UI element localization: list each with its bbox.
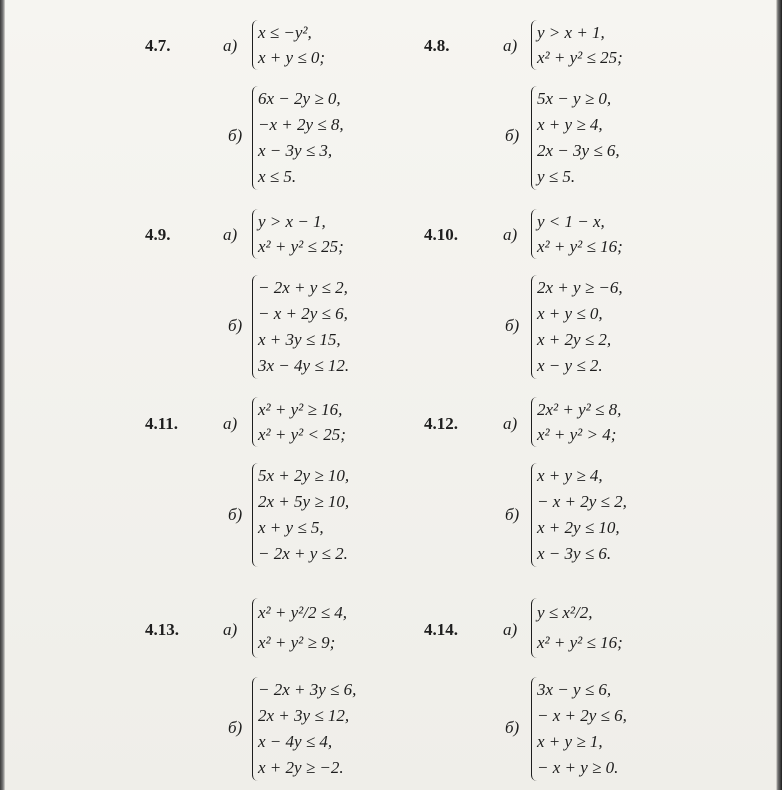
inequality: x + y ≤ 0; — [258, 48, 326, 67]
page-left-edge — [0, 0, 5, 790]
page-right-edge — [776, 0, 782, 790]
system-b — [252, 463, 349, 567]
inequality: x² + y² ≤ 16; — [537, 633, 623, 652]
inequality: − x + 2y ≤ 6, — [258, 304, 348, 323]
inequality: y > x − 1, — [258, 212, 326, 231]
inequality: x ≤ −y², — [258, 23, 312, 42]
part-label-a: а) — [503, 36, 518, 55]
inequality: 3x − y ≤ 6, — [537, 680, 612, 699]
inequality: x − 3y ≤ 3, — [258, 141, 333, 160]
inequality: 2x + 3y ≤ 12, — [258, 706, 350, 725]
part-label-a: а) — [223, 225, 238, 244]
inequality: x + 2y ≤ 10, — [537, 518, 620, 537]
inequality: −x + 2y ≤ 8, — [258, 115, 344, 134]
inequality: x² + y² ≤ 16; — [537, 237, 623, 256]
inequality: 6x − 2y ≥ 0, — [258, 89, 341, 108]
inequality: x² + y² ≤ 25; — [537, 48, 623, 67]
part-label-b: б) — [228, 718, 243, 737]
system-a — [252, 209, 344, 259]
problem-number: 4.11. — [145, 414, 179, 433]
inequality: x + 3y ≤ 15, — [258, 330, 341, 349]
system-a — [531, 397, 621, 447]
problem-number: 4.10. — [424, 225, 458, 244]
inequality: x + y ≤ 5, — [258, 518, 324, 537]
system-a — [252, 20, 325, 70]
problem-number: 4.12. — [424, 414, 458, 433]
part-label-a: а) — [503, 620, 518, 639]
inequality: x² + y² ≤ 25; — [258, 237, 344, 256]
inequality: x + y ≥ 4, — [537, 466, 603, 485]
system-b — [531, 677, 627, 781]
inequality: x + y ≤ 0, — [537, 304, 603, 323]
part-label-a: а) — [503, 414, 518, 433]
inequality: x² + y² ≥ 9; — [258, 633, 336, 652]
system-b — [531, 86, 620, 190]
part-label-a: а) — [223, 36, 238, 55]
part-label-b: б) — [505, 505, 520, 524]
system-b — [252, 677, 356, 781]
inequality: y > x + 1, — [537, 23, 605, 42]
problem-number: 4.8. — [424, 36, 450, 55]
inequality: x − 4y ≤ 4, — [258, 732, 333, 751]
inequality: x + 2y ≤ 2, — [537, 330, 612, 349]
problem-number: 4.13. — [145, 620, 179, 639]
part-label-b: б) — [228, 126, 243, 145]
system-b — [252, 86, 344, 190]
system-a — [252, 598, 347, 658]
problem-number: 4.7. — [145, 36, 171, 55]
inequality: y ≤ 5. — [537, 167, 576, 186]
inequality: x² + y² < 25; — [258, 425, 346, 444]
system-a — [531, 209, 623, 259]
part-label-b: б) — [505, 316, 520, 335]
inequality: x² + y²/2 ≤ 4, — [258, 603, 348, 622]
inequality: − x + 2y ≤ 2, — [537, 492, 627, 511]
inequality: 2x² + y² ≤ 8, — [537, 400, 622, 419]
inequality: − 2x + 3y ≤ 6, — [258, 680, 357, 699]
inequality: x ≤ 5. — [258, 167, 297, 186]
inequality: x² + y² ≥ 16, — [258, 400, 343, 419]
part-label-b: б) — [228, 505, 243, 524]
inequality: x + y ≥ 4, — [537, 115, 603, 134]
inequality: 3x − 4y ≤ 12. — [258, 356, 350, 375]
system-a — [531, 598, 623, 658]
problem-number: 4.14. — [424, 620, 458, 639]
system-b — [531, 275, 623, 379]
part-label-a: а) — [503, 225, 518, 244]
inequality: 5x − y ≥ 0, — [537, 89, 612, 108]
inequality: y ≤ x²/2, — [537, 603, 593, 622]
system-b — [531, 463, 627, 567]
inequality: − x + 2y ≤ 6, — [537, 706, 627, 725]
inequality: 2x − 3y ≤ 6, — [537, 141, 620, 160]
inequality: x + 2y ≥ −2. — [258, 758, 344, 777]
part-label-a: а) — [223, 414, 238, 433]
inequality: 2x + y ≥ −6, — [537, 278, 623, 297]
inequality: − 2x + y ≤ 2, — [258, 278, 348, 297]
inequality: x + y ≥ 1, — [537, 732, 603, 751]
system-b — [252, 275, 349, 379]
inequality: x² + y² > 4; — [537, 425, 617, 444]
part-label-b: б) — [505, 718, 520, 737]
inequality: x − y ≤ 2. — [537, 356, 603, 375]
inequality: y < 1 − x, — [537, 212, 605, 231]
part-label-a: а) — [223, 620, 238, 639]
problem-number: 4.9. — [145, 225, 171, 244]
part-label-b: б) — [505, 126, 520, 145]
inequality: 5x + 2y ≥ 10, — [258, 466, 350, 485]
part-label-b: б) — [228, 316, 243, 335]
inequality: 2x + 5y ≥ 10, — [258, 492, 350, 511]
system-a — [252, 397, 346, 447]
inequality: x − 3y ≤ 6. — [537, 544, 612, 563]
inequality: − x + y ≥ 0. — [537, 758, 619, 777]
system-a — [531, 20, 623, 70]
inequality: − 2x + y ≤ 2. — [258, 544, 348, 563]
